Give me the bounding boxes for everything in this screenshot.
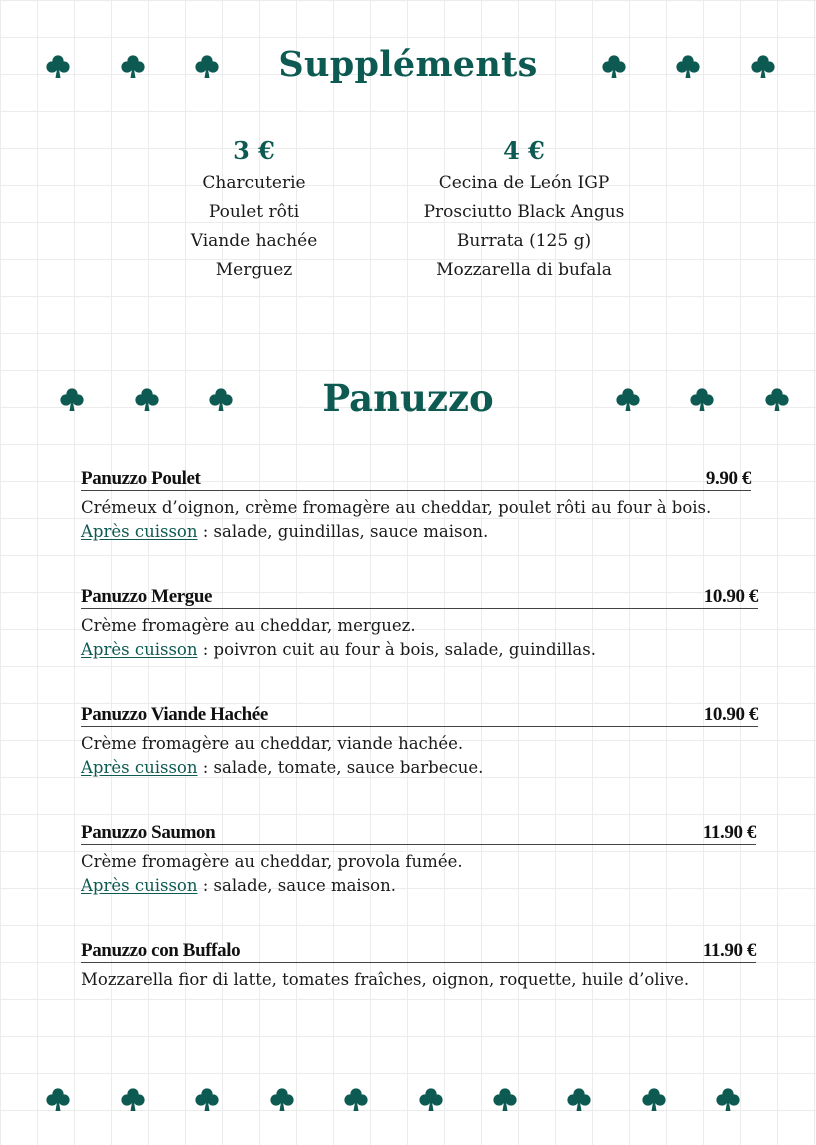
dish-description: Mozzarella fior di latte, tomates fraîches, oignon, roquette, huile d’olive. [81, 970, 690, 989]
dish-name: Panuzzo Viande Hachée [81, 704, 268, 725]
clover-icon [343, 1087, 369, 1113]
menu-item-header [81, 468, 751, 491]
supplement-item: Poulet rôti [208, 202, 300, 222]
dish-name: Panuzzo Poulet [81, 468, 201, 489]
supplement-item: Cecina de León IGP [438, 173, 610, 193]
dish-description: Crème fromagère au cheddar, viande hachée. [81, 734, 464, 753]
supplement-item: Charcuterie [202, 173, 306, 193]
dish-after-cooking [81, 756, 758, 780]
apres-cuisson-text: : salade, guindillas, sauce maison. [197, 522, 489, 541]
supplement-item: Mozzarella di bufala [436, 260, 612, 280]
supplement-item: Viande hachée [190, 231, 318, 251]
panuzzo-title: Panuzzo [322, 376, 494, 420]
dish-name: Panuzzo con Buffalo [81, 940, 241, 961]
clover-icon [269, 1087, 295, 1113]
supplement-item: Prosciutto Black Angus [423, 202, 625, 222]
menu-item-panuzzo-poulet [81, 468, 751, 544]
supplements-column-4eur [394, 136, 654, 285]
apres-cuisson-label: Après cuisson [81, 522, 198, 541]
dish-price: 11.90 € [702, 940, 756, 961]
clover-icon [492, 1087, 518, 1113]
apres-cuisson-text: : salade, sauce maison. [197, 876, 396, 895]
supplement-item: Merguez [215, 260, 293, 280]
menu-item-header [81, 586, 758, 609]
clover-icon [641, 1087, 667, 1113]
apres-cuisson-label: Après cuisson [81, 758, 198, 777]
menu-item-panuzzo-mergue [81, 586, 758, 662]
apres-cuisson-text: : poivron cuit au four à bois, salade, guindillas. [197, 640, 596, 659]
dish-description: Crème fromagère au cheddar, merguez. [81, 616, 416, 635]
dish-name: Panuzzo Saumon [81, 822, 216, 843]
clover-icon [566, 1087, 592, 1113]
supplement-item: Burrata (125 g) [456, 231, 592, 251]
apres-cuisson-label: Après cuisson [81, 640, 198, 659]
menu-item-panuzzo-con-buffalo [81, 940, 756, 992]
clover-icon [715, 1087, 741, 1113]
clover-icon [120, 1087, 146, 1113]
dish-name: Panuzzo Mergue [81, 586, 213, 607]
supplement-price: 4 € [503, 136, 545, 165]
dish-after-cooking [81, 638, 758, 662]
dish-price: 9.90 € [705, 468, 751, 489]
menu-item-header [81, 940, 756, 963]
menu-item-header [81, 822, 756, 845]
supplement-price: 3 € [233, 136, 275, 165]
dish-after-cooking [81, 874, 756, 898]
clover-icon [418, 1087, 444, 1113]
dish-description: Crémeux d’oignon, crème fromagère au cheddar, poulet rôti au four à bois. [81, 498, 712, 517]
dish-price: 10.90 € [703, 704, 758, 725]
apres-cuisson-label: Après cuisson [81, 876, 198, 895]
menu-item-panuzzo-viande-hachee [81, 704, 758, 780]
supplements-title: Suppléments [278, 44, 538, 85]
apres-cuisson-text: : salade, tomate, sauce barbecue. [197, 758, 484, 777]
supplements-column-3eur [154, 136, 354, 285]
clover-icon [194, 1087, 220, 1113]
clover-icon [45, 1087, 71, 1113]
dish-price: 10.90 € [703, 586, 758, 607]
dish-description: Crème fromagère au cheddar, provola fumée. [81, 852, 463, 871]
dish-after-cooking [81, 520, 751, 544]
menu-item-header [81, 704, 758, 727]
dish-price: 11.90 € [702, 822, 756, 843]
menu-item-panuzzo-saumon [81, 822, 756, 898]
